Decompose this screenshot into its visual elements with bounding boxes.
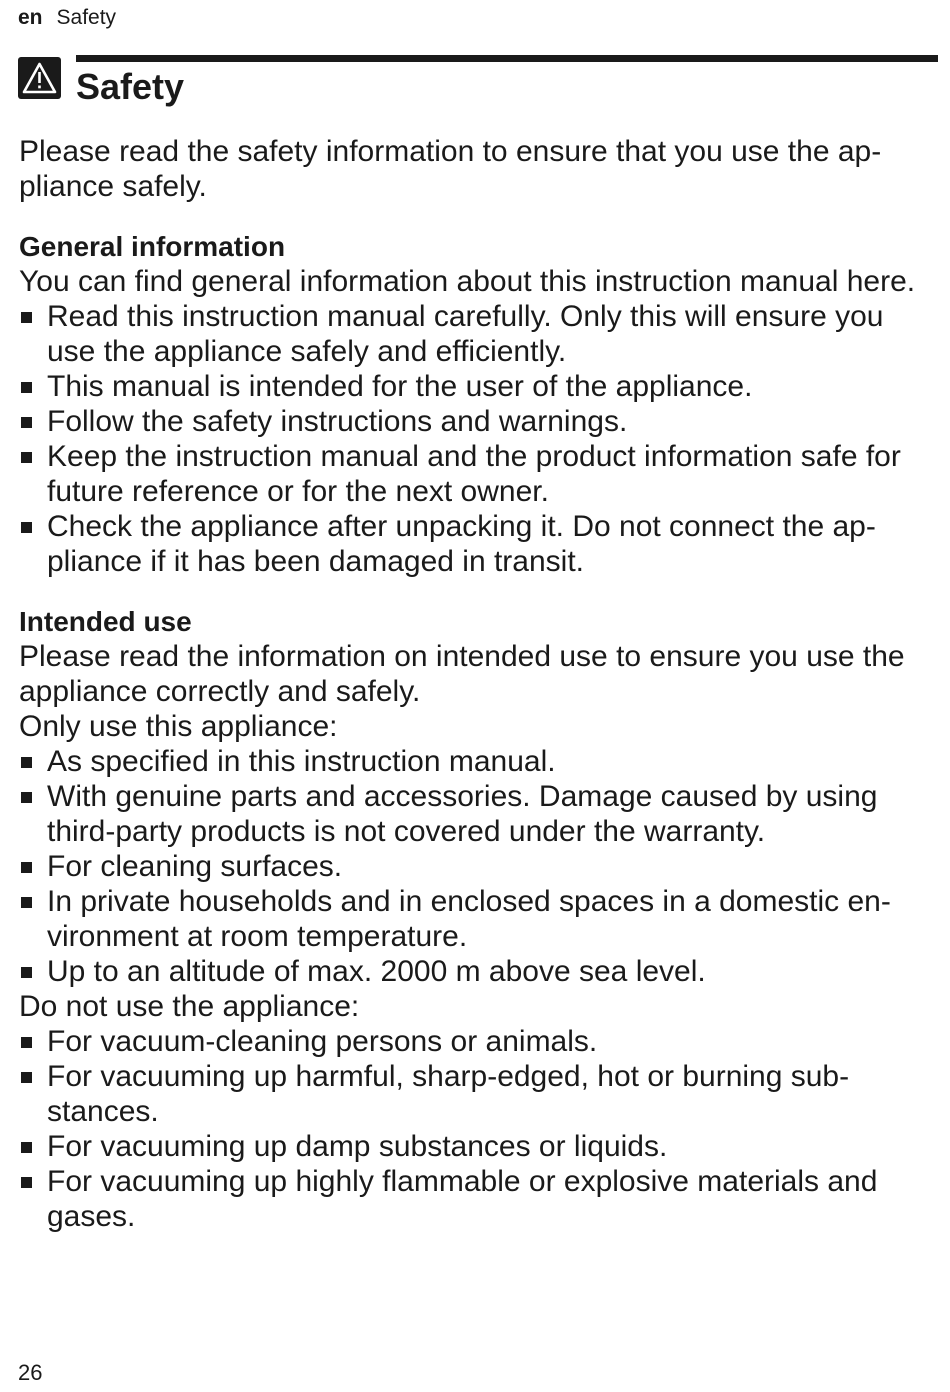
list-item: Keep the instruction manual and the product information safe for future reference or for the next owner. xyxy=(19,439,939,509)
list-item: As specified in this instruction manual. xyxy=(19,744,939,779)
only-use-label: Only use this appliance: xyxy=(19,710,338,743)
general-information-list xyxy=(19,299,939,579)
title-rule xyxy=(76,55,938,62)
list-item: Check the appliance after unpacking it. Do not connect the appliance if it has been damaged in transit. xyxy=(19,509,939,579)
list-item: Read this instruction manual carefully. Only this will ensure you use the appliance safely and efficiently. xyxy=(19,299,939,369)
warning-triangle-icon xyxy=(18,57,61,99)
header-section: Safety xyxy=(56,6,117,29)
intended-use-text: Please read the information on intended use to ensure you use the appliance correctly and safely. xyxy=(19,640,905,708)
list-item: With genuine parts and accessories. Damage caused by using third-party products is not covered under the warranty. xyxy=(19,779,939,849)
intro-text: Please read the safety information to ensure that you use the appliance safely. xyxy=(19,135,882,203)
language-code: en xyxy=(18,6,43,29)
list-item: For vacuum-cleaning persons or animals. xyxy=(19,1024,939,1059)
general-information-heading: General information xyxy=(19,231,286,262)
list-item: This manual is intended for the user of the appliance. xyxy=(19,369,939,404)
list-item: In private households and in enclosed spaces in a domestic environment at room temperature. xyxy=(19,884,939,954)
page-number: 26 xyxy=(18,1360,43,1385)
list-item: For vacuuming up highly flammable or explosive materials and gases. xyxy=(19,1164,939,1234)
general-information-text: You can find general information about this instruction manual here. xyxy=(19,265,916,298)
list-item: Up to an altitude of max. 2000 m above sea level. xyxy=(19,954,939,989)
list-item: For vacuuming up harmful, sharp-edged, hot or burning substances. xyxy=(19,1059,939,1129)
page-title: Safety xyxy=(76,66,185,107)
main-content xyxy=(19,134,939,1234)
do-not-use-label: Do not use the appliance: xyxy=(19,990,360,1023)
list-item: For vacuuming up damp substances or liquids. xyxy=(19,1129,939,1164)
only-use-list xyxy=(19,744,939,989)
list-item: Follow the safety instructions and warnings. xyxy=(19,404,939,439)
list-item: For cleaning surfaces. xyxy=(19,849,939,884)
do-not-use-list xyxy=(19,1024,939,1234)
running-header xyxy=(18,6,116,30)
intended-use-heading: Intended use xyxy=(19,606,192,637)
